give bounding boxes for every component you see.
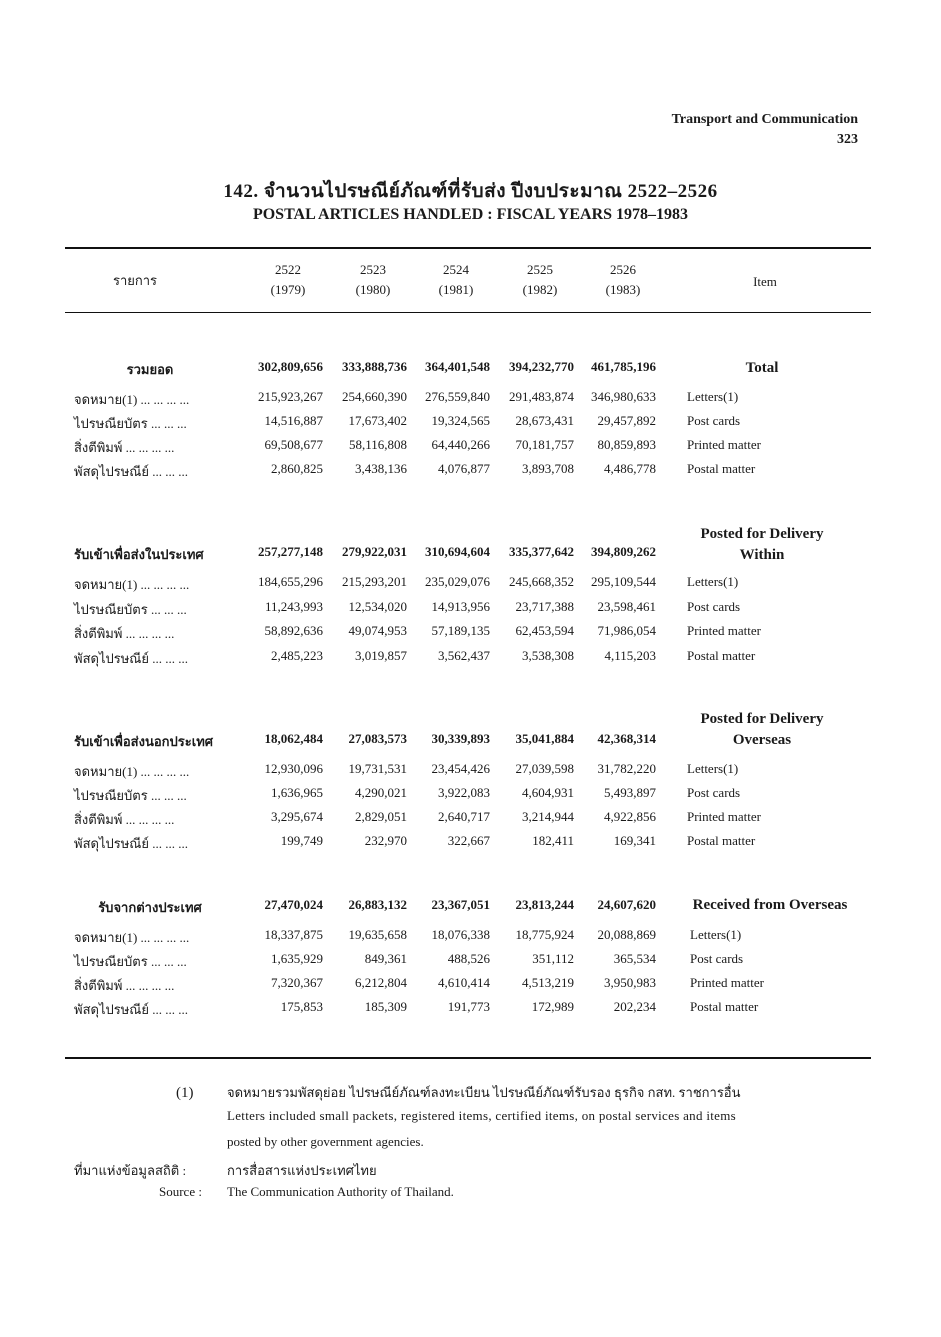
value-cell: 14,516,887	[264, 413, 323, 428]
table-bottom-rule	[65, 1057, 871, 1059]
row-label-thai: สิ่งตีพิมพ์ ... ... ... ...	[74, 626, 175, 641]
row-label-english: Postal matter	[687, 461, 756, 476]
value-cell: 3,019,857	[355, 648, 407, 663]
section-label-thai: รับเข้าเพื่อส่งนอกประเทศ	[74, 734, 214, 749]
section-label-english-line: Within	[739, 547, 785, 563]
row-label-english: Printed matter	[687, 809, 762, 824]
value-cell: 2,829,051	[355, 809, 407, 824]
section-label-thai: รับเข้าเพื่อส่งในประเทศ	[74, 547, 204, 562]
value-cell: 4,486,778	[604, 461, 656, 476]
row-label-thai: จดหมาย(1) ... ... ... ...	[74, 930, 190, 945]
value-cell: 394,232,770	[509, 359, 574, 374]
value-cell: 257,277,148	[258, 544, 323, 559]
footnote-thai: จดหมายรวมพัสดุย่อย ไปรษณีย์ภัณฑ์ลงทะเบียน ไปรษณีย์ภัณฑ์รับรอง ธุรกิจ กสท. ราชการอื่น	[227, 1085, 741, 1100]
source-value-thai: การสื่อสารแห่งประเทศไทย	[227, 1163, 377, 1178]
value-cell: 27,470,024	[264, 897, 323, 912]
value-cell: 2,485,223	[271, 648, 323, 663]
value-cell: 302,809,656	[258, 359, 323, 374]
table-row	[0, 833, 941, 857]
row-label-thai: จดหมาย(1) ... ... ... ...	[74, 392, 190, 407]
year-ad: (1980)	[355, 282, 391, 297]
row-label-thai: สิ่งตีพิมพ์ ... ... ... ...	[74, 978, 175, 993]
value-cell: 2,860,825	[271, 461, 323, 476]
value-cell: 35,041,884	[515, 731, 574, 746]
table-row	[0, 999, 941, 1023]
table-row	[0, 785, 941, 809]
value-cell: 58,892,636	[264, 623, 323, 638]
value-cell: 18,337,875	[264, 927, 323, 942]
value-cell: 7,320,367	[271, 975, 323, 990]
table-row	[0, 461, 941, 485]
value-cell: 351,112	[532, 951, 574, 966]
footnote-marker: (1)	[176, 1085, 194, 1101]
section-label-english-line: Posted for Delivery	[700, 711, 824, 727]
value-cell: 3,214,944	[522, 809, 574, 824]
value-cell: 172,989	[531, 999, 574, 1014]
value-cell: 24,607,620	[597, 897, 656, 912]
table-top-rule	[65, 247, 871, 249]
row-label-english: Post cards	[687, 599, 741, 614]
row-label-english: Post cards	[687, 413, 741, 428]
value-cell: 23,598,461	[597, 599, 656, 614]
value-cell: 279,922,031	[342, 544, 407, 559]
section-label-thai: รับจากต่างประเทศ	[98, 900, 202, 915]
value-cell: 27,083,573	[348, 731, 407, 746]
value-cell: 3,295,674	[271, 809, 323, 824]
table-row	[0, 389, 941, 413]
footnote-english-line: posted by other government agencies.	[227, 1134, 424, 1149]
value-cell: 64,440,266	[431, 437, 490, 452]
value-cell: 70,181,757	[515, 437, 574, 452]
table-title-english: POSTAL ARTICLES HANDLED : FISCAL YEARS 1978–1983	[252, 206, 689, 223]
value-cell: 23,454,426	[431, 761, 490, 776]
year-ad: (1983)	[605, 282, 641, 297]
value-cell: 49,074,953	[348, 623, 407, 638]
value-cell: 394,809,262	[591, 544, 656, 559]
row-label-english: Post cards	[687, 785, 741, 800]
section-total-row	[0, 731, 941, 755]
value-cell: 346,980,633	[591, 389, 656, 404]
col-header-year	[333, 260, 413, 300]
year-ad: (1982)	[522, 282, 558, 297]
year-th: 2526	[610, 262, 636, 277]
value-cell: 12,930,096	[264, 761, 323, 776]
value-cell: 27,039,598	[515, 761, 574, 776]
value-cell: 3,438,136	[355, 461, 407, 476]
row-label-english: Printed matter	[687, 623, 762, 638]
value-cell: 322,667	[447, 833, 490, 848]
value-cell: 1,635,929	[271, 951, 323, 966]
col-header-year	[583, 260, 663, 300]
col-header-year	[248, 260, 328, 300]
value-cell: 18,775,924	[515, 927, 574, 942]
value-cell: 4,604,931	[522, 785, 574, 800]
value-cell: 29,457,892	[597, 413, 656, 428]
row-label-thai: พัสดุไปรษณีย์ ... ... ...	[74, 464, 188, 479]
row-label-english: Letters(1)	[687, 389, 739, 404]
table-row	[0, 951, 941, 975]
value-cell: 17,673,402	[348, 413, 407, 428]
value-cell: 58,116,808	[348, 437, 407, 452]
row-label-english: Printed matter	[690, 975, 765, 990]
value-cell: 1,636,965	[271, 785, 323, 800]
row-label-thai: ไปรษณียบัตร ... ... ...	[74, 954, 187, 969]
row-label-thai: สิ่งตีพิมพ์ ... ... ... ...	[74, 812, 175, 827]
value-cell: 80,859,893	[597, 437, 656, 452]
table-row	[0, 413, 941, 437]
table-row	[0, 809, 941, 833]
value-cell: 18,076,338	[431, 927, 490, 942]
value-cell: 4,076,877	[438, 461, 490, 476]
row-label-english: Postal matter	[687, 833, 756, 848]
value-cell: 4,610,414	[438, 975, 490, 990]
value-cell: 5,493,897	[604, 785, 656, 800]
value-cell: 3,950,983	[604, 975, 656, 990]
value-cell: 4,290,021	[355, 785, 407, 800]
row-label-thai: ไปรษณียบัตร ... ... ...	[74, 788, 187, 803]
value-cell: 276,559,840	[425, 389, 490, 404]
table-row	[0, 599, 941, 623]
section-label-english-line: Posted for Delivery	[700, 526, 824, 542]
section-label-english-line: Overseas	[732, 732, 792, 748]
table-row	[0, 574, 941, 598]
value-cell: 3,538,308	[522, 648, 574, 663]
value-cell: 28,673,431	[515, 413, 574, 428]
value-cell: 849,361	[364, 951, 407, 966]
value-cell: 215,923,267	[258, 389, 323, 404]
section-label-english: Received from Overseas	[692, 897, 848, 913]
year-th: 2522	[275, 262, 301, 277]
value-cell: 335,377,642	[509, 544, 574, 559]
row-label-thai: พัสดุไปรษณีย์ ... ... ...	[74, 836, 188, 851]
table-row	[0, 648, 941, 672]
value-cell: 31,782,220	[597, 761, 656, 776]
source-value-english: The Communication Authority of Thailand.	[227, 1184, 454, 1199]
table-title-thai	[0, 176, 941, 206]
row-label-english: Letters(1)	[690, 927, 742, 942]
value-cell: 12,534,020	[348, 599, 407, 614]
row-label-english: Letters(1)	[687, 574, 739, 589]
value-cell: 23,813,244	[515, 897, 574, 912]
section-total-row	[0, 544, 941, 568]
value-cell: 254,660,390	[342, 389, 407, 404]
row-label-thai: จดหมาย(1) ... ... ... ...	[74, 764, 190, 779]
table-row	[0, 437, 941, 461]
source-label-english: Source :	[159, 1184, 202, 1199]
col-header-year	[500, 260, 580, 300]
value-cell: 3,562,437	[438, 648, 490, 663]
table-number: 142.	[223, 181, 259, 202]
value-cell: 215,293,201	[342, 574, 407, 589]
row-label-english: Postal matter	[687, 648, 756, 663]
value-cell: 295,109,544	[591, 574, 656, 589]
year-ad: (1981)	[438, 282, 474, 297]
value-cell: 4,115,203	[604, 648, 656, 663]
value-cell: 57,189,135	[431, 623, 490, 638]
col-header-item-english: Item	[753, 274, 777, 289]
value-cell: 333,888,736	[342, 359, 407, 374]
value-cell: 365,534	[613, 951, 656, 966]
value-cell: 169,341	[613, 833, 656, 848]
table-row	[0, 927, 941, 951]
value-cell: 4,513,219	[522, 975, 574, 990]
value-cell: 19,635,658	[348, 927, 407, 942]
value-cell: 199,749	[280, 833, 323, 848]
value-cell: 202,234	[613, 999, 656, 1014]
table-row	[0, 975, 941, 999]
value-cell: 291,483,874	[509, 389, 574, 404]
value-cell: 232,970	[364, 833, 407, 848]
value-cell: 23,717,388	[515, 599, 574, 614]
row-label-thai: ไปรษณียบัตร ... ... ...	[74, 416, 187, 431]
table-row	[0, 623, 941, 647]
value-cell: 11,243,993	[264, 599, 323, 614]
value-cell: 42,368,314	[597, 731, 656, 746]
value-cell: 2,640,717	[438, 809, 490, 824]
year-th: 2524	[443, 262, 469, 277]
row-label-thai: พัสดุไปรษณีย์ ... ... ...	[74, 651, 188, 666]
value-cell: 20,088,869	[597, 927, 656, 942]
value-cell: 488,526	[447, 951, 490, 966]
year-th: 2525	[527, 262, 553, 277]
value-cell: 18,062,484	[264, 731, 323, 746]
section-label-english: Total	[745, 360, 779, 376]
header-bottom-rule	[65, 312, 871, 313]
row-label-thai: จดหมาย(1) ... ... ... ...	[74, 577, 190, 592]
value-cell: 19,731,531	[348, 761, 407, 776]
col-header-year	[416, 260, 496, 300]
value-cell: 30,339,893	[431, 731, 490, 746]
footnote-english-line: Letters included small packets, registered items, certified items, on postal services and items	[227, 1108, 736, 1123]
value-cell: 235,029,076	[425, 574, 490, 589]
row-label-english: Letters(1)	[687, 761, 739, 776]
running-header: Transport and Communication	[671, 112, 858, 127]
row-label-thai: พัสดุไปรษณีย์ ... ... ...	[74, 1002, 188, 1017]
row-label-thai: ไปรษณียบัตร ... ... ...	[74, 602, 187, 617]
source-label-thai: ที่มาแห่งข้อมูลสถิติ :	[74, 1163, 187, 1178]
value-cell: 245,668,352	[509, 574, 574, 589]
value-cell: 4,922,856	[604, 809, 656, 824]
value-cell: 62,453,594	[515, 623, 574, 638]
value-cell: 3,893,708	[522, 461, 574, 476]
value-cell: 175,853	[280, 999, 323, 1014]
value-cell: 364,401,548	[425, 359, 490, 374]
title-thai-text: จำนวนไปรษณีย์ภัณฑ์ที่รับส่ง ปีงบประมาณ 2522–2526	[263, 181, 718, 202]
value-cell: 14,913,956	[431, 599, 490, 614]
value-cell: 184,655,296	[258, 574, 323, 589]
value-cell: 3,922,083	[438, 785, 490, 800]
value-cell: 6,212,804	[355, 975, 407, 990]
section-label-thai: รวมยอด	[126, 362, 174, 377]
row-label-english: Post cards	[690, 951, 744, 966]
page-number: 323	[837, 132, 858, 147]
year-th: 2523	[360, 262, 386, 277]
row-label-english: Postal matter	[690, 999, 759, 1014]
col-header-item-thai: รายการ	[112, 273, 158, 288]
value-cell: 26,883,132	[348, 897, 407, 912]
value-cell: 191,773	[447, 999, 490, 1014]
value-cell: 185,309	[364, 999, 407, 1014]
value-cell: 23,367,051	[431, 897, 490, 912]
value-cell: 461,785,196	[591, 359, 656, 374]
value-cell: 69,508,677	[264, 437, 323, 452]
row-label-thai: สิ่งตีพิมพ์ ... ... ... ...	[74, 440, 175, 455]
value-cell: 310,694,604	[425, 544, 490, 559]
row-label-english: Printed matter	[687, 437, 762, 452]
value-cell: 71,986,054	[597, 623, 656, 638]
table-row	[0, 761, 941, 785]
value-cell: 19,324,565	[431, 413, 490, 428]
value-cell: 182,411	[532, 833, 574, 848]
year-ad: (1979)	[270, 282, 306, 297]
